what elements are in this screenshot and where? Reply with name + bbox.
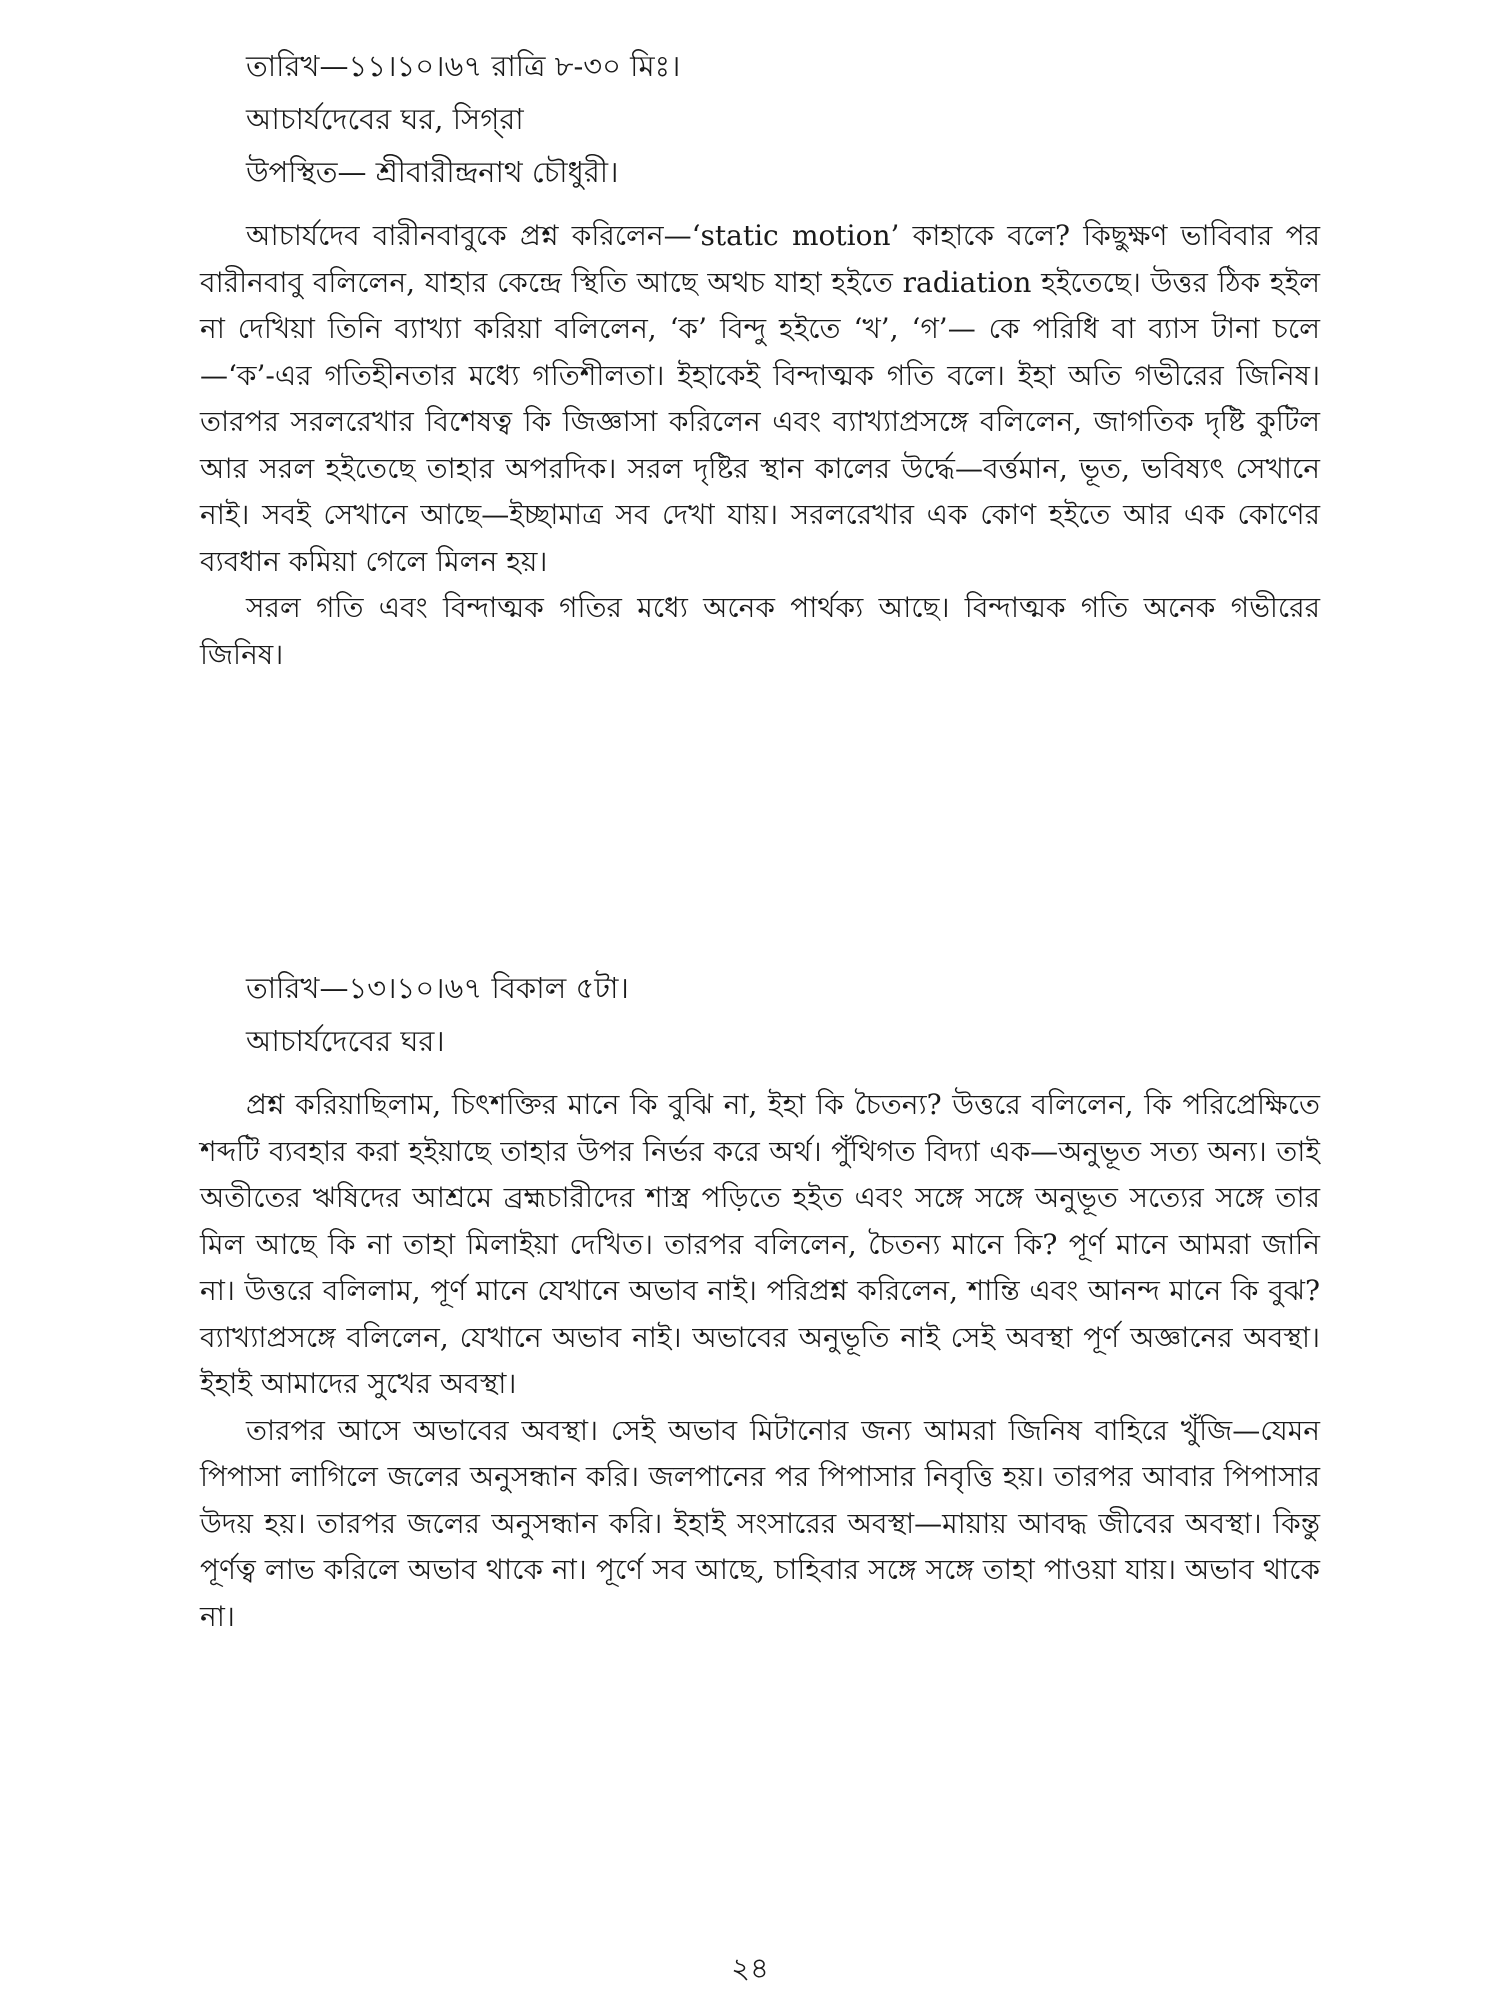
entry-paragraph: প্রশ্ন করিয়াছিলাম, চিৎশক্তির মানে কি বুঝি না, ইহা কি চৈতন্য? উত্তরে বলিলেন, কি পরিপ্রেক্ষিতে শব্দটি ব্যবহার করা হইয়াছে তাহার উপর নির্ভর করে অর্থ। পুঁথিগত বিদ্যা এক—অনুভূত সত্য অন্য। তাই অতীতের ঋষিদের আশ্রমে ব্রহ্মচারীদের শাস্ত্র পড়িতে হইত এবং সঙ্গে সঙ্গে অনুভূত সত্যের সঙ্গে তার মিল আছে কি না তাহা মিলাইয়া দেখিত। তারপর বলিলেন, চৈতন্য মানে কি? পূর্ণ মানে আমরা জানি না। উত্তরে বলিলাম, পূর্ণ মানে যেখানে অভাব নাই। পরিপ্রশ্ন করিলেন, শান্তি এবং আনন্দ মানে কি বুঝ? ব্যাখ্যাপ্রসঙ্গে বলিলেন, যেখানে অভাব নাই। অভাবের অনুভূতি নাই সেই অবস্থা পূর্ণ অজ্ঞানের অবস্থা। ইহাই আমাদের সুখের অবস্থা। <box>200 1088 1320 1400</box>
entry-present-line: উপস্থিত— শ্রীবারীন্দ্রনাথ চৌধুরী। <box>246 155 619 189</box>
entry-date-line: তারিখ—১১।১০।৬৭ রাত্রি ৮-৩০ মিঃ। <box>246 49 681 83</box>
entry-paragraph: তারপর আসে অভাবের অবস্থা। সেই অভাব মিটানোর জন্য আমরা জিনিষ বাহিরে খুঁজি—যেমন পিপাসা লাগিলে জলের অনুসন্ধান করি। জলপানের পর পিপাসার নিবৃত্তি হয়। তারপর আবার পিপাসার উদয় হয়। তারপর জলের অনুসন্ধান করি। ইহাই সংসারের অবস্থা—মায়ায় আবদ্ধ জীবের অবস্থা। কিন্তু পূর্ণত্ব লাভ করিলে অভাব থাকে না। পূর্ণে সব আছে, চাহিবার সঙ্গে সঙ্গে তাহা পাওয়া যায়। অভাব থাকে না। <box>200 1413 1320 1633</box>
entry-place-line: আচার্যদেবের ঘর, সিগ্‌রা <box>246 102 524 136</box>
entry-date-line: তারিখ—১৩।১০।৬৭ বিকাল ৫টা। <box>246 971 629 1005</box>
entry-paragraph: আচার্যদেব বারীনবাবুকে প্রশ্ন করিলেন—‘static motion’ কাহাকে বলে? কিছুক্ষণ ভাবিবার পর বারীনবাবু বলিলেন, যাহার কেন্দ্রে স্থিতি আছে অথচ যাহা হইতে radiation হইতেছে। উত্তর ঠিক হইল না দেখিয়া তিনি ব্যাখ্যা করিয়া বলিলেন, ‘ক’ বিন্দু হইতে ‘খ’, ‘গ’— কে পরিধি বা ব্যাস টানা চলে—‘ক’-এর গতিহীনতার মধ্যে গতিশীলতা। ইহাকেই বিন্দাত্মক গতি বলে। ইহা অতি গভীরের জিনিষ। তারপর সরলরেখার বিশেষত্ব কি জিজ্ঞাসা করিলেন এবং ব্যাখ্যাপ্রসঙ্গে বলিলেন, জাগতিক দৃষ্টি কুটিল আর সরল হইতেছে তাহার অপরদিক। সরল দৃষ্টির স্থান কালের উর্দ্ধে—বর্ত্তমান, ভূত, ভবিষ্যৎ সেখানে নাই। সবই সেখানে আছে—ইচ্ছামাত্র সব দেখা যায়। সরলরেখার এক কোণ হইতে আর এক কোণের ব্যবধান কমিয়া গেলে মিলন হয়। <box>200 219 1320 578</box>
diary-entry-1 <box>200 40 1320 678</box>
page-number: ২৪ <box>731 1951 769 1985</box>
entry-paragraph: সরল গতি এবং বিন্দাত্মক গতির মধ্যে অনেক পার্থক্য আছে। বিন্দাত্মক গতি অনেক গভীরের জিনিষ। <box>200 591 1320 671</box>
entry-place-line: আচার্যদেবের ঘর। <box>246 1024 445 1058</box>
diary-entry-2 <box>200 962 1320 1640</box>
